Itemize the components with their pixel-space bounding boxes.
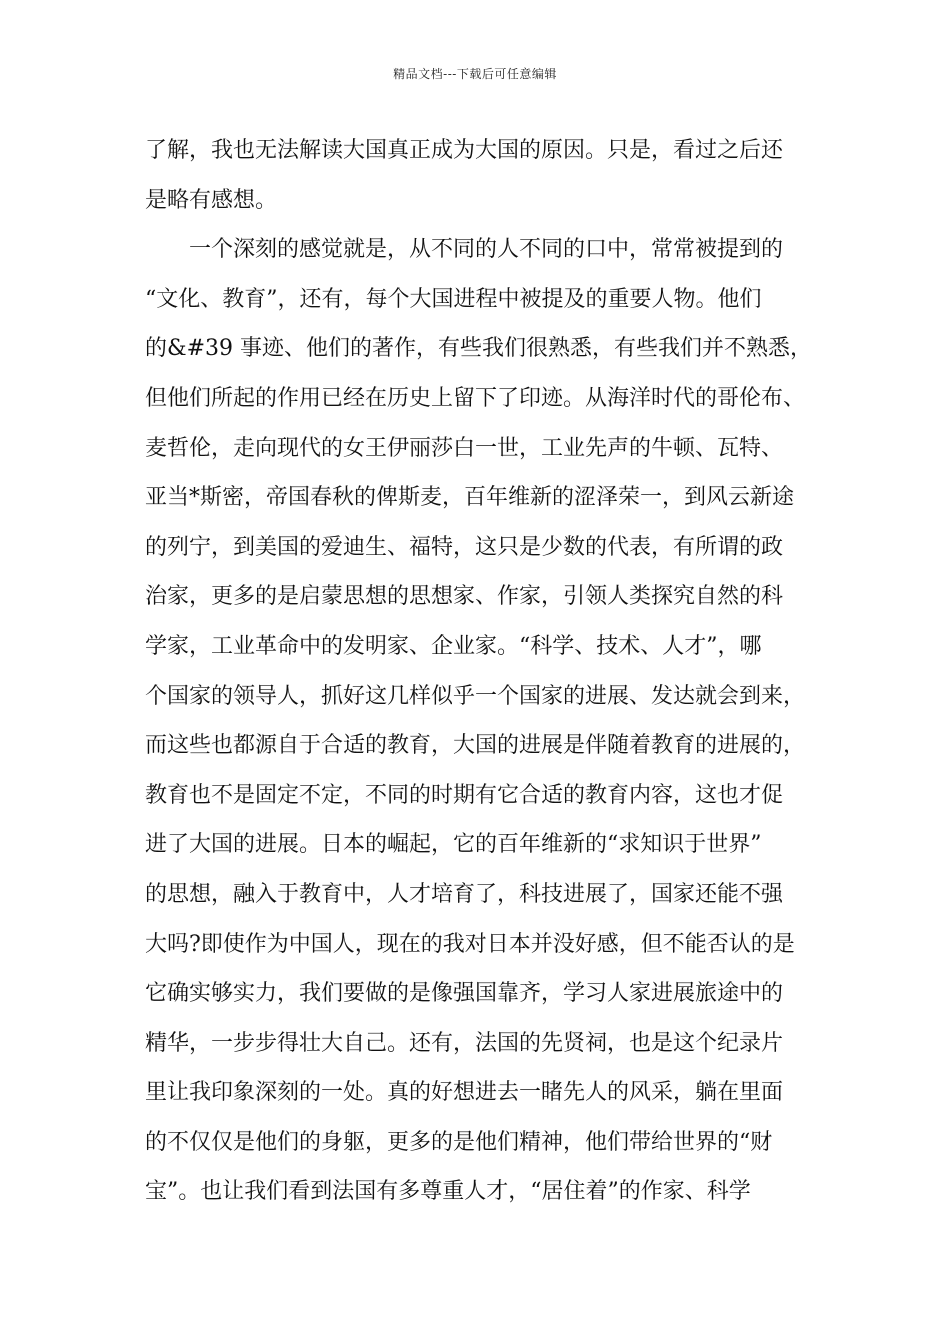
text-line: 的思想，融入于教育中，人才培育了，科技进展了，国家还能不强 (145, 881, 784, 907)
text-line: 的不仅仅是他们的身躯，更多的是他们精神，他们带给世界的“财 (145, 1129, 773, 1155)
text-line: 是略有感想。 (145, 187, 278, 213)
text-line: 大吗?即使作为中国人，现在的我对日本并没好感，但不能否认的是 (145, 931, 795, 957)
text-line: 了解，我也无法解读大国真正成为大国的原因。只是，看过之后还 (145, 138, 784, 163)
text-line: 麦哲伦，走向现代的女王伊丽莎白一世，工业先声的牛顿、瓦特、 (145, 435, 784, 461)
text-line: 个国家的领导人，抓好这几样似乎一个国家的进展、发达就会到来， (145, 683, 806, 709)
text-line: 亚当*斯密，帝国春秋的俾斯麦，百年维新的涩泽荣一，到风云新途 (145, 485, 795, 511)
text-line: “文化、教育”，还有，每个大国进程中被提及的重要人物。他们 (145, 286, 762, 312)
text-line: 的&#39 事迹、他们的著作，有些我们很熟悉，有些我们并不熟悉， (145, 336, 813, 362)
page-header: 精品文档---下载后可任意编辑 (393, 67, 557, 81)
text-line: 宝”。也让我们看到法国有多尊重人才，“居住着”的作家、科学 (145, 1179, 751, 1205)
text-line: 学家，工业革命中的发明家、企业家。“科学、技术、人才”，哪 (145, 633, 762, 659)
text-line: 里让我印象深刻的一处。真的好想进去一睹先人的风采，躺在里面 (145, 1080, 784, 1106)
text-line: 进了大国的进展。日本的崛起，它的百年维新的“求知识于世界” (145, 832, 762, 858)
text-line: 但他们所起的作用已经在历史上留下了印迹。从海洋时代的哥伦布、 (145, 385, 806, 411)
text-line: 的列宁，到美国的爱迪生、福特，这只是少数的代表，有所谓的政 (145, 534, 784, 560)
paragraph-start-line: 一个深刻的感觉就是，从不同的人不同的口中，常常被提到的 (189, 237, 784, 263)
text-line: 治家，更多的是启蒙思想的思想家、作家，引领人类探究自然的科 (145, 584, 784, 610)
text-line: 教育也不是固定不定，不同的时期有它合适的教育内容，这也才促 (145, 782, 784, 808)
text-line: 它确实够实力，我们要做的是像强国靠齐，学习人家进展旅途中的 (145, 981, 784, 1007)
text-line: 精华，一步步得壮大自己。还有，法国的先贤祠，也是这个纪录片 (145, 1030, 784, 1056)
text-line: 而这些也都源自于合适的教育，大国的进展是伴随着教育的进展的， (145, 733, 806, 759)
body-text (145, 134, 835, 1225)
